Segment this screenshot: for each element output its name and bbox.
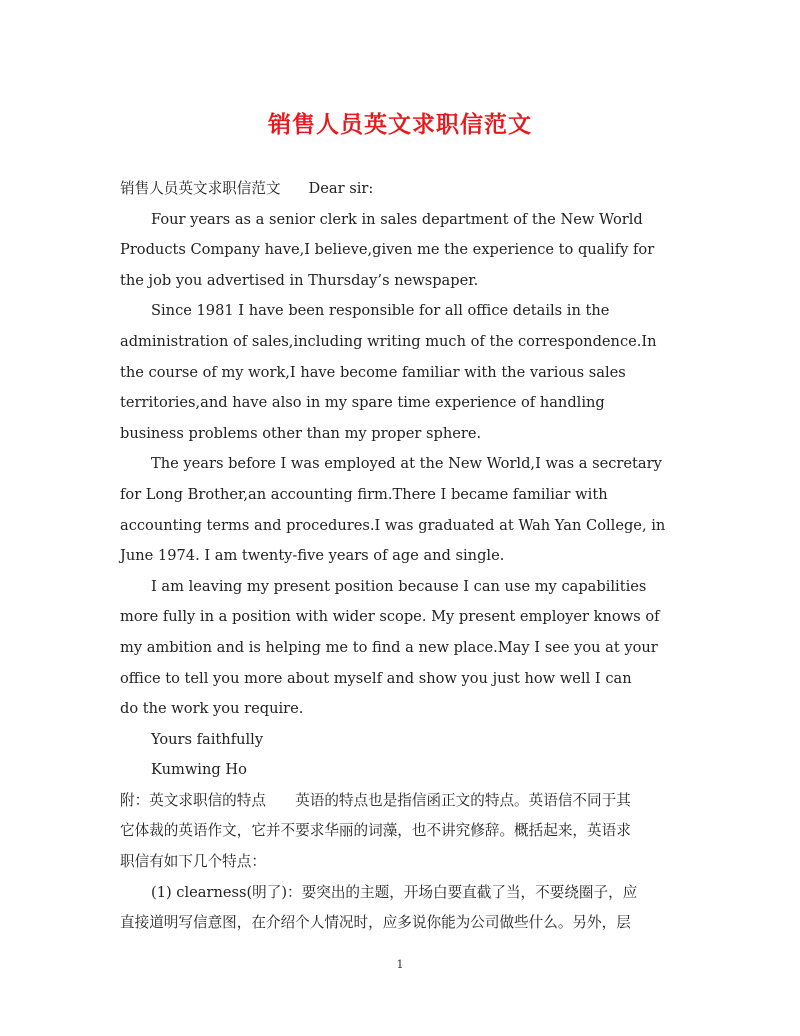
header-prefix: 销售人员英文求职信范文 (120, 180, 281, 197)
text-line: my ambition and is helping me to find a new place.May I see you at your (120, 638, 658, 656)
salutation: Dear sir: (308, 180, 374, 197)
text-line: June 1974. I am twenty-five years of age and single. (120, 547, 505, 565)
text-line: The years before I was employed at the New World,I was a secretary (151, 455, 662, 473)
text-line: 直接道明写信意图，在介绍个人情况时，应多说你能为公司做些什么。另外，层 (120, 914, 631, 932)
text-line: the job you advertised in Thursday’s newspaper. (120, 271, 479, 289)
text-line: Four years as a senior clerk in sales department of the New World (151, 210, 643, 228)
text-line: Products Company have,I believe,given me the experience to qualify for (120, 241, 655, 259)
text-line: territories,and have also in my spare time experience of handling (120, 394, 605, 412)
text-line: the course of my work,I have become familiar with the various sales (120, 363, 626, 381)
text-line: 职信有如下几个特点： (120, 853, 266, 871)
text-line: more fully in a position with wider scope. My present employer knows of (120, 608, 660, 626)
text-line: accounting terms and procedures.I was graduated at Wah Yan College, in (120, 516, 666, 534)
text-line: administration of sales,including writing much of the correspondence.In (120, 332, 657, 350)
page-number: 1 (396, 958, 404, 971)
header-line (120, 174, 685, 205)
text-line: 附：英文求职信的特点 英语的特点也是指信函正文的特点。英语信不同于其 (120, 791, 631, 809)
text-line: business problems other than my proper sphere. (120, 424, 482, 442)
document-body (120, 174, 685, 939)
text-line: (1) clearness(明了)：要突出的主题，开场白要直截了当，不要绕圈子，应 (151, 883, 638, 901)
signature-line: Kumwing Ho (151, 761, 247, 779)
text-line: 它体裁的英语作文，它并不要求华丽的词藻，也不讲究修辞。概括起来，英语求 (120, 822, 631, 840)
document-title: 销售人员英文求职信范文 (268, 111, 532, 138)
text-line: do the work you require. (120, 700, 304, 718)
text-line: office to tell you more about myself and show you just how well I can (120, 669, 632, 687)
text-line: Since 1981 I have been responsible for all office details in the (151, 302, 610, 320)
text-line: for Long Brother,an accounting firm.There I became familiar with (120, 485, 608, 503)
closing-line: Yours faithfully (151, 730, 264, 748)
text-line: I am leaving my present position because I can use my capabilities (151, 577, 647, 595)
